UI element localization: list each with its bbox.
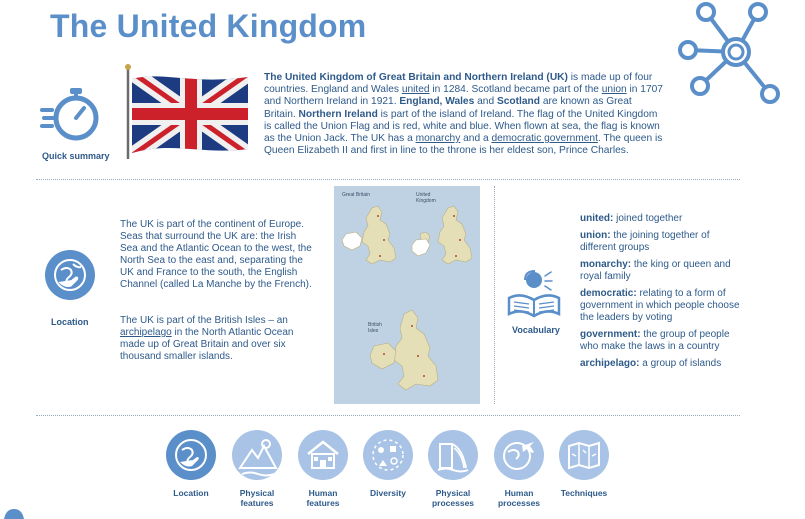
mountain-icon[interactable] <box>232 430 282 480</box>
globe-plane-icon[interactable] <box>494 430 544 480</box>
text-run: and <box>474 96 497 108</box>
text-run: union <box>601 84 627 96</box>
nav-label[interactable]: Location <box>173 488 209 498</box>
vocab-term: united: <box>580 213 614 224</box>
nav-location[interactable] <box>159 430 223 498</box>
text-run: in 1707 and Northern Ireland in 1921. <box>264 84 663 108</box>
nav-label[interactable]: Human processes <box>497 488 541 508</box>
house-icon[interactable] <box>298 430 348 480</box>
vocab-term: archipelago: <box>580 358 640 369</box>
text-run: and a <box>460 133 492 145</box>
quick-summary-label: Quick summary <box>42 151 110 161</box>
vocabulary-label: Vocabulary <box>512 325 560 335</box>
nav-techniques[interactable] <box>552 430 616 498</box>
globe-hand-icon[interactable] <box>166 430 216 480</box>
nav-diversity[interactable] <box>356 430 420 498</box>
stopwatch-icon <box>40 84 102 144</box>
vocab-term: democratic: <box>580 288 637 299</box>
text-run: united <box>401 84 430 96</box>
page-title: The United Kingdom <box>50 8 367 44</box>
vocab-definition: joined together <box>613 213 683 224</box>
partial-icon <box>0 505 26 519</box>
vocabulary-list <box>580 213 740 375</box>
nav-label[interactable]: Physical features <box>239 488 275 508</box>
text-run: archipelago <box>120 327 172 338</box>
vocab-item <box>580 213 740 225</box>
vocab-definition: the joining together of different groups <box>580 230 710 253</box>
text-run: is made up of four countries. England and Wales <box>264 72 653 96</box>
location-text-archipelago <box>120 315 312 363</box>
vocab-item <box>580 288 740 324</box>
text-run: are known as Great Britain. <box>264 96 632 120</box>
text-run: monarchy <box>415 133 461 145</box>
vocab-definition: the king or queen and royal family <box>580 259 731 282</box>
reading-book-icon <box>505 268 563 320</box>
text-run: in 1284. Scotland became part of the <box>429 84 602 96</box>
location-icon <box>45 250 95 300</box>
nav-human-processes[interactable] <box>487 430 551 508</box>
text-run: The UK is part of the British Isles – an <box>120 315 288 326</box>
waterfall-icon[interactable] <box>428 430 478 480</box>
nav-label[interactable]: Human features <box>306 488 340 508</box>
map-icon[interactable] <box>559 430 609 480</box>
section-divider <box>36 179 740 180</box>
text-run: in the North Atlantic Ocean made up of Great Britain and over six thousand smaller islands. <box>120 327 294 362</box>
text-run: is part of the island of Ireland. The flag of the United Kingdom is called the Union Flag and is red, white and blue. When flown at sea, the flag is known as the Union Jack. The UK has a <box>264 108 660 145</box>
diversity-icon[interactable] <box>363 430 413 480</box>
british-isles-map <box>334 186 480 404</box>
nav-label[interactable]: Diversity <box>370 488 406 498</box>
network-icon <box>672 0 784 108</box>
quick-summary-text <box>264 72 666 157</box>
text-run: The United Kingdom of Great Britain and Northern Ireland (UK) <box>264 72 568 83</box>
vocab-term: government: <box>580 329 641 340</box>
nav-physical-features[interactable] <box>225 430 289 508</box>
nav-label[interactable]: Physical processes <box>431 488 475 508</box>
vocab-item <box>580 259 740 283</box>
nav-physical-processes[interactable] <box>421 430 485 508</box>
location-text-continent: The UK is part of the continent of Europe. Seas that surround the UK are: the Irish Sea and the Atlantic Ocean to the west, the North Sea to the east and, separating the UK and France to the south, the English Channel (called La Manche by the French). <box>120 219 312 290</box>
vocab-definition: a group of islands <box>639 358 722 369</box>
vocab-definition: relating to a form of government in which people choose the leaders by voting <box>580 288 740 323</box>
vocab-item <box>580 230 740 254</box>
vocab-item <box>580 358 740 370</box>
vocab-definition: the group of people who make the laws in a country <box>580 329 730 352</box>
map-caption-united-kingdom: United Kingdom <box>416 192 436 204</box>
map-caption-british-isles: British Isles <box>368 322 382 334</box>
location-label: Location <box>51 317 89 327</box>
section-divider <box>36 415 740 416</box>
union-flag-icon <box>122 63 252 159</box>
map-caption-great-britain: Great Britain <box>342 192 371 198</box>
text-run: democratic government <box>491 133 598 145</box>
vocab-term: union: <box>580 230 611 241</box>
nav-label[interactable]: Techniques <box>560 488 608 498</box>
text-run: Northern Ireland <box>298 108 378 120</box>
vocab-item <box>580 329 740 353</box>
column-divider <box>494 186 495 404</box>
text-run: . The queen is Queen Elizabeth II and first in line to the throne is her eldest son, Prince Charles. <box>264 133 663 157</box>
text-run: England, Wales <box>399 96 475 108</box>
nav-human-features[interactable] <box>291 430 355 508</box>
text-run: Scotland <box>496 96 540 108</box>
vocab-term: monarchy: <box>580 259 632 270</box>
